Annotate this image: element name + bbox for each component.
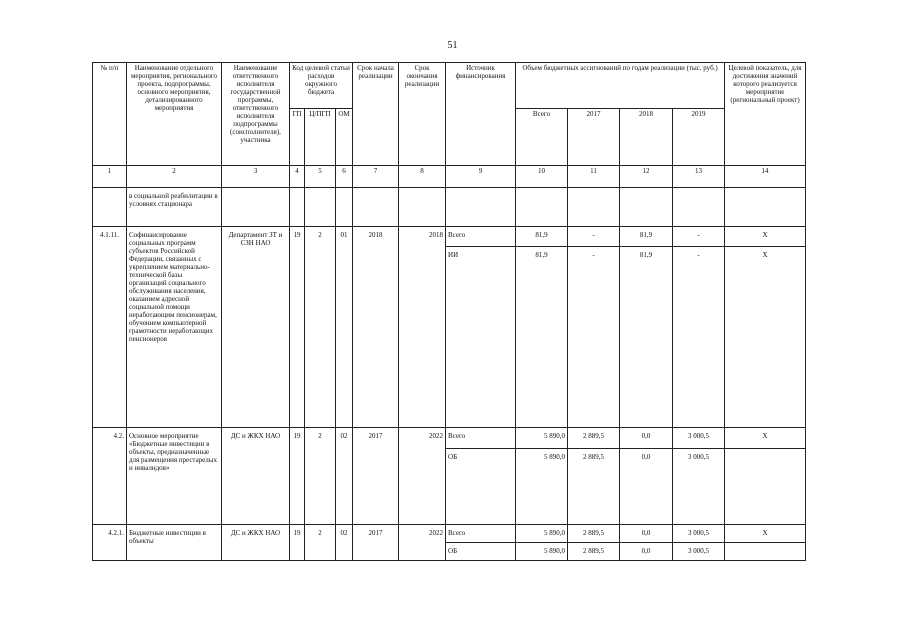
row-target: X	[725, 428, 806, 449]
row-gp: 19	[290, 428, 305, 525]
row-start: 2017	[353, 428, 399, 525]
row-total: 5 890,0	[516, 428, 568, 449]
column-number: 10	[516, 166, 568, 188]
row-2018: 81,9	[620, 227, 673, 247]
header-end: Срок окончания реализации	[399, 63, 446, 166]
page-number: 51	[447, 40, 458, 51]
row-source: ИИ	[446, 247, 516, 428]
row-2019: 3 000,5	[673, 525, 725, 543]
header-responsible: Наименование ответственного исполнителя государственной программы, ответственного исполнителя подпрограммы (соисполнителя), участника	[222, 63, 290, 166]
row-om: 02	[336, 525, 353, 561]
header-source: Источник финансирования	[446, 63, 516, 166]
table-row-4-1-11	[93, 227, 806, 247]
column-number: 5	[305, 166, 336, 188]
row-source: ОБ	[446, 543, 516, 561]
row-source: Всего	[446, 525, 516, 543]
row-source: Всего	[446, 428, 516, 449]
row-total: 5 890,0	[516, 525, 568, 543]
row-target	[725, 543, 806, 561]
row-num: 4.1.11.	[93, 227, 127, 428]
row-2019: 3 000,5	[673, 449, 725, 525]
row-start: 2018	[353, 227, 399, 428]
row-responsible: Департамент ЗТ и СЗН НАО	[222, 227, 290, 428]
row-start: 2017	[353, 525, 399, 561]
row-cpgp: 2	[305, 525, 336, 561]
header-cpgp: Ц/ПГП	[305, 109, 336, 166]
table-row-4-2	[93, 428, 806, 449]
row-target: X	[725, 227, 806, 247]
header-2018: 2018	[620, 109, 673, 166]
header-om: ОМ	[336, 109, 353, 166]
header-2019: 2019	[673, 109, 725, 166]
header-start: Срок начала реализации	[353, 63, 399, 166]
row-2018: 81,9	[620, 247, 673, 428]
row-total: 5 890,0	[516, 449, 568, 525]
column-number: 14	[725, 166, 806, 188]
row-cpgp: 2	[305, 428, 336, 525]
row-total: 81,9	[516, 227, 568, 247]
column-number: 8	[399, 166, 446, 188]
row-gp: 19	[290, 525, 305, 561]
row-2018: 0,0	[620, 449, 673, 525]
column-number: 7	[353, 166, 399, 188]
row-responsible: ДС и ЖКХ НАО	[222, 525, 290, 561]
row-2018: 0,0	[620, 428, 673, 449]
row-2019: 3 000,5	[673, 428, 725, 449]
row-target: X	[725, 525, 806, 543]
header-total: Всего	[516, 109, 568, 166]
row-num: 4.2.	[93, 428, 127, 525]
row-end: 2022	[399, 525, 446, 561]
column-number: 4	[290, 166, 305, 188]
budget-table	[92, 62, 806, 561]
row-2018: 0,0	[620, 543, 673, 561]
row-2017: 2 889,5	[568, 428, 620, 449]
row-om: 02	[336, 428, 353, 525]
column-numbers-row	[93, 166, 806, 188]
row-source: ОБ	[446, 449, 516, 525]
row-om: 01	[336, 227, 353, 428]
header-gp: ГП	[290, 109, 305, 166]
row-name: Основное мероприятие «Бюджетные инвестиции в объекты, предназначенные для размещения престарелых и инвалидов»	[127, 428, 222, 525]
row-2017: 2 889,5	[568, 449, 620, 525]
row-target: X	[725, 247, 806, 428]
header-volume: Объем бюджетных ассигнований по годам реализации (тыс. руб.)	[516, 63, 725, 109]
column-number: 9	[446, 166, 516, 188]
column-number: 13	[673, 166, 725, 188]
row-gp: 19	[290, 227, 305, 428]
row-total: 81,9	[516, 247, 568, 428]
row-2017: 2 889,5	[568, 543, 620, 561]
row-total: 5 890,0	[516, 543, 568, 561]
row-name: в социальной реабилитации в условиях стационара	[127, 188, 222, 227]
row-2019: 3 000,5	[673, 543, 725, 561]
row-name: Софинансирование социальных программ субъектов Российской Федерации, связанных с укреплением материально-технической базы организаций социального обслуживания населения, оказанием адресной социальной помощи неработающим пенсионерам, обучением компьютерной грамотности неработающих пенсионеров	[127, 227, 222, 428]
column-number: 2	[127, 166, 222, 188]
row-end: 2022	[399, 428, 446, 525]
row-source: Всего	[446, 227, 516, 247]
row-end: 2018	[399, 227, 446, 428]
row-2017: 2 889,5	[568, 525, 620, 543]
column-number: 12	[620, 166, 673, 188]
row-2017: -	[568, 227, 620, 247]
column-number: 6	[336, 166, 353, 188]
table-row-4-2-1	[93, 525, 806, 543]
row-target	[725, 449, 806, 525]
row-2019: -	[673, 227, 725, 247]
header-2017: 2017	[568, 109, 620, 166]
column-number: 1	[93, 166, 127, 188]
row-cpgp: 2	[305, 227, 336, 428]
column-number: 11	[568, 166, 620, 188]
row-2019: -	[673, 247, 725, 428]
header-name: Наименование отдельного мероприятия, регионального проекта, подпрограммы, основного мероприятия, детализированного мероприятия	[127, 63, 222, 166]
column-number: 3	[222, 166, 290, 188]
header-num: № п/п	[93, 63, 127, 166]
row-responsible: ДС и ЖКХ НАО	[222, 428, 290, 525]
header-row-1	[93, 63, 806, 109]
header-code: Код целевой статьи расходов окружного бюджета	[290, 63, 353, 109]
row-2018: 0,0	[620, 525, 673, 543]
header-target: Целевой показатель, для достижения значений которого реализуется мероприятие (региональный проект)	[725, 63, 806, 166]
row-num: 4.2.1.	[93, 525, 127, 561]
row-2017: -	[568, 247, 620, 428]
table-row-continuation	[93, 188, 806, 227]
row-name: Бюджетные инвестиции в объекты	[127, 525, 222, 561]
